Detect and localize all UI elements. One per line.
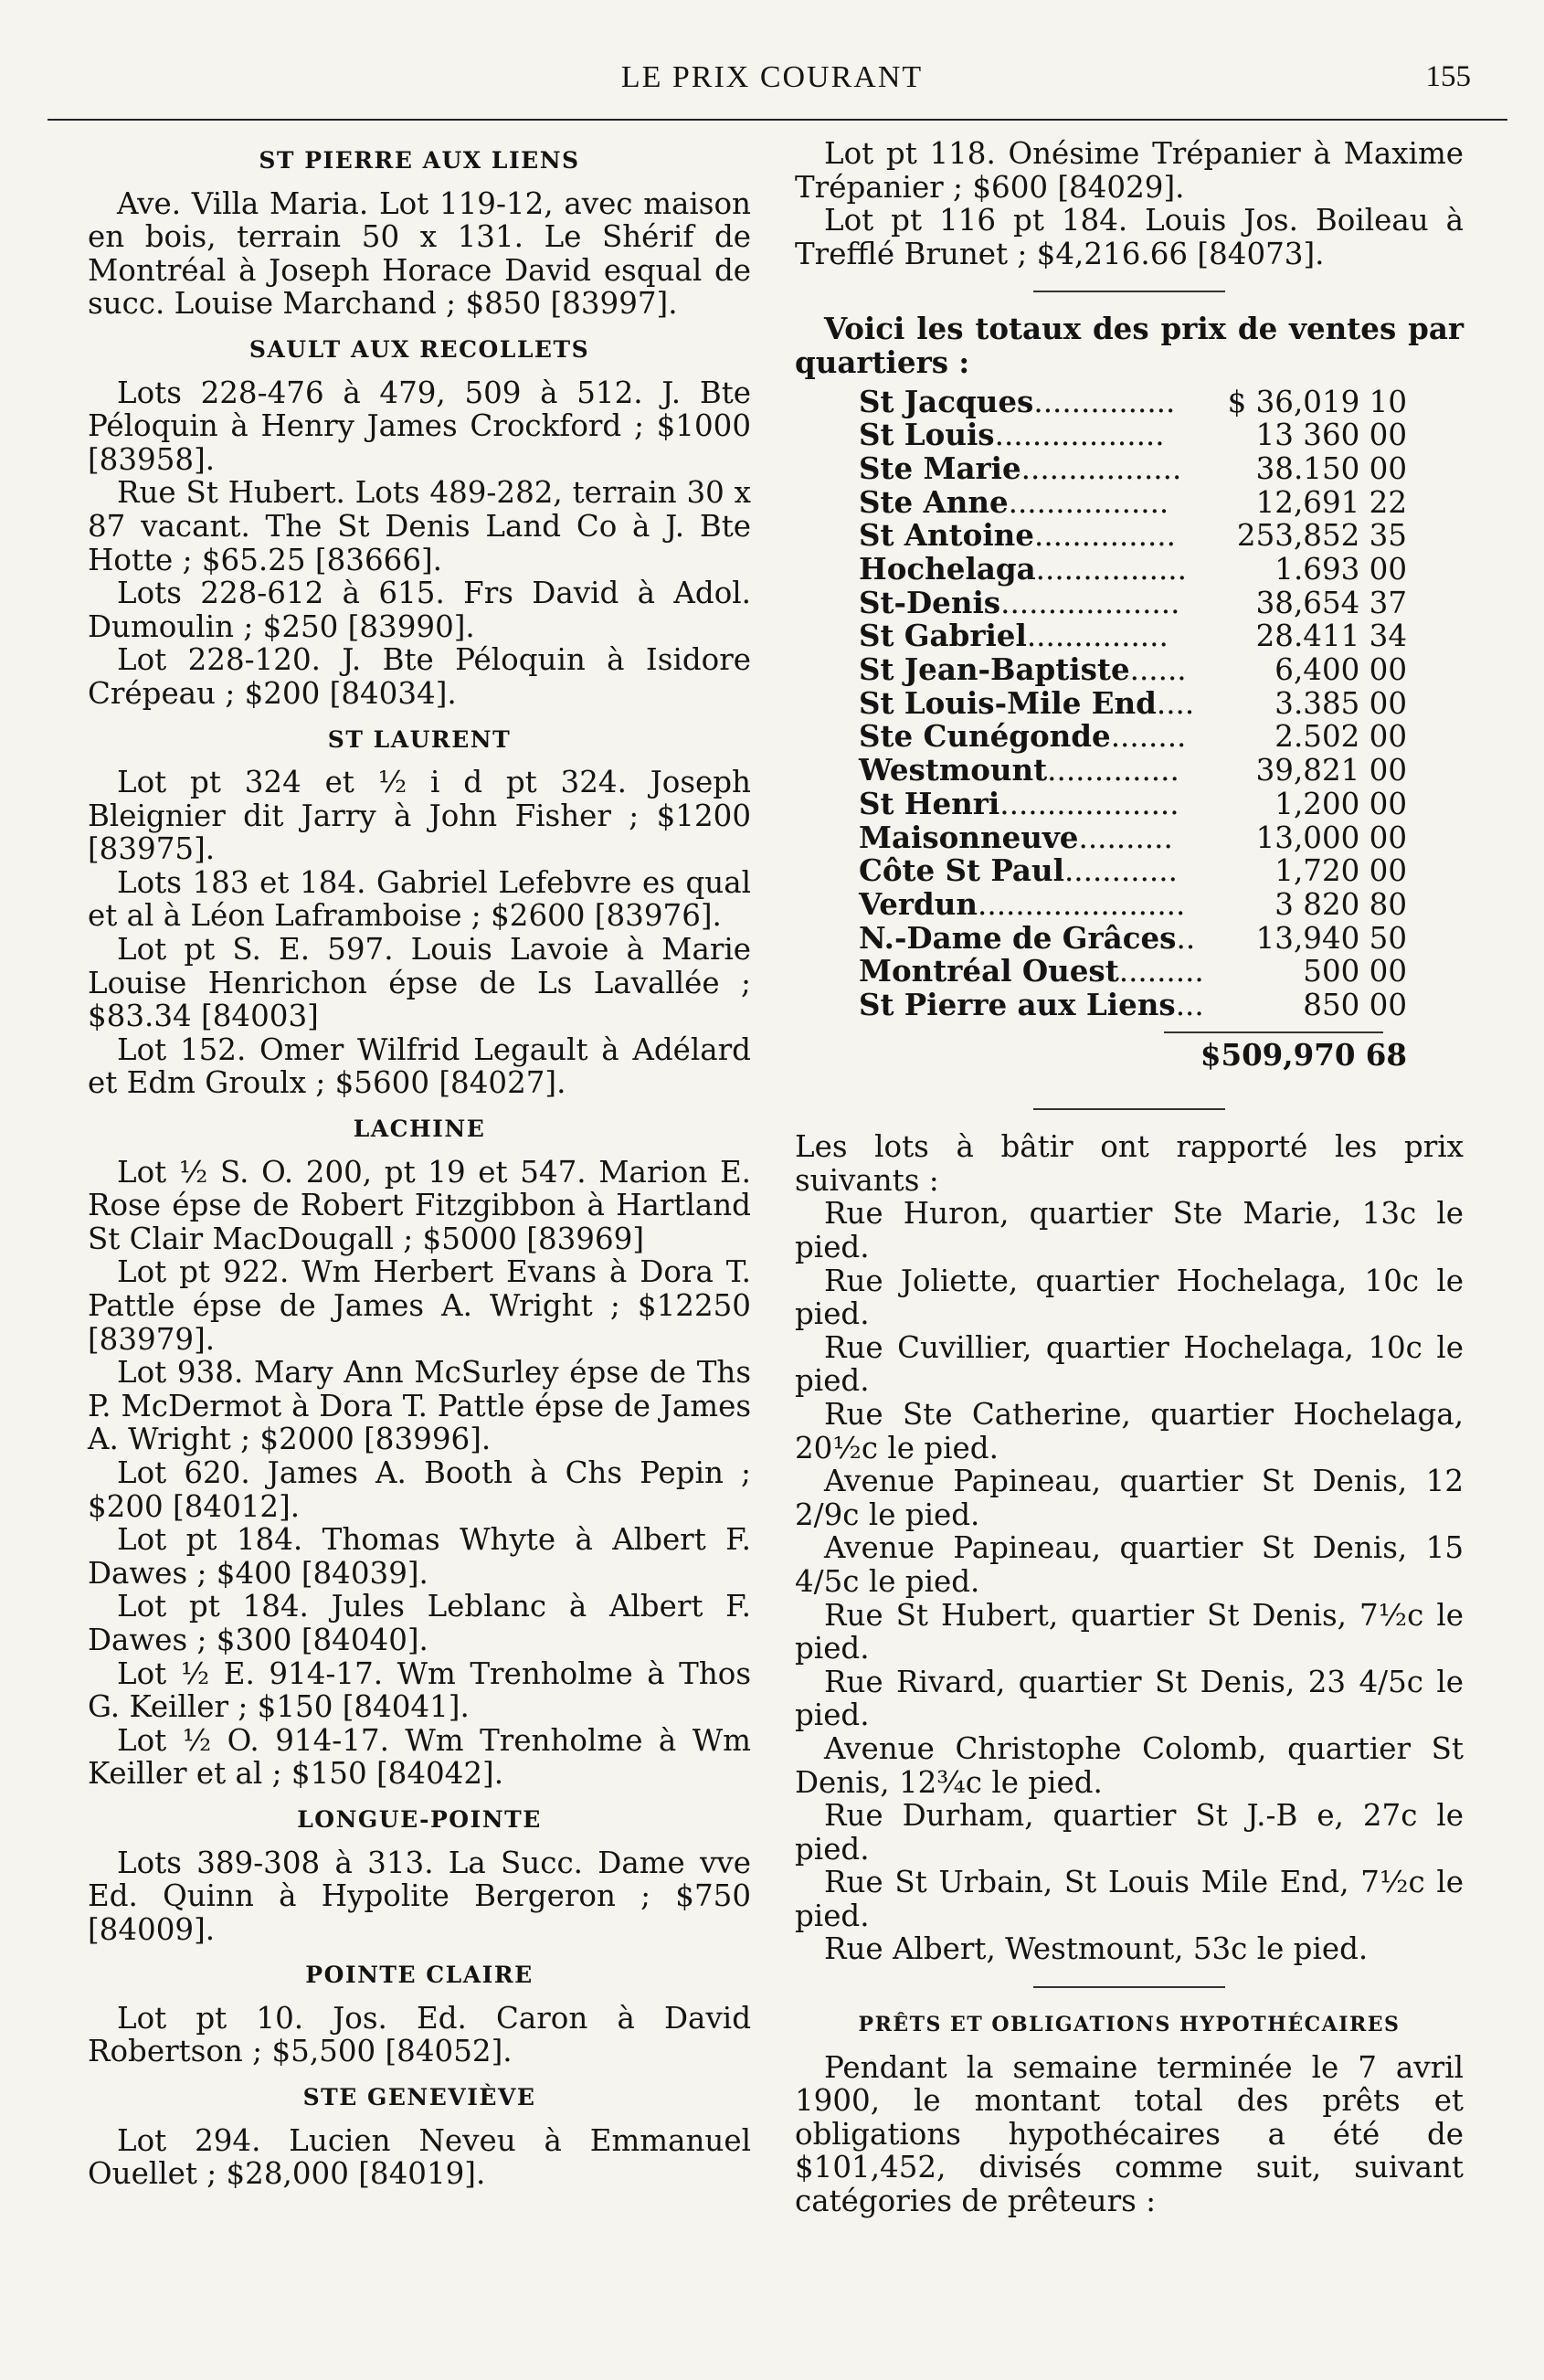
totals-row <box>859 653 1407 687</box>
quarter-total: 38.150 00 <box>1255 450 1407 486</box>
lot-price-entry: Rue Rivard, quartier St Denis, 23 4/5c le pied. <box>795 1664 1464 1733</box>
leader-dots: ................... <box>1000 586 1180 620</box>
quarter-name: Maisonneuve <box>859 819 1079 855</box>
loans-heading: PRÊTS ET OBLIGATIONS HYPOTHÉCAIRES <box>858 2013 1401 2037</box>
left-column <box>88 137 751 2191</box>
publication-title: LE PRIX COURANT <box>620 60 924 94</box>
quarter-name: St Jean-Baptiste <box>859 651 1130 688</box>
section-heading: LACHINE <box>353 1116 486 1143</box>
lot-price-entry: Avenue Papineau, quartier St Denis, 15 4/5c le pied. <box>795 1530 1464 1599</box>
leader-dots: ................. <box>1021 451 1182 486</box>
lot-price-entry: Rue Joliette, quartier Hochelaga, 10c le pied. <box>795 1263 1464 1332</box>
quarter-name: St Gabriel <box>859 618 1027 654</box>
section-heading: POINTE CLAIRE <box>305 1962 534 1989</box>
totals-row <box>859 383 1407 419</box>
totals-row <box>859 619 1407 653</box>
totals-row <box>859 483 1407 520</box>
quarter-total: 500 00 <box>1303 954 1407 989</box>
lot-price-entry: Rue Durham, quartier St J.-B e, 27c le pied. <box>795 1798 1464 1867</box>
section-heading: ST LAURENT <box>327 725 512 753</box>
right-column <box>795 137 1464 2218</box>
page-number: 155 <box>1425 60 1471 93</box>
totals-row <box>859 885 1407 922</box>
sale-entry: Lot pt 922. Wm Herbert Evans à Dora T. Pattle épse de James A. Wright ; $12250 [83979]. <box>88 1254 751 1357</box>
leader-dots: .... <box>1156 686 1195 721</box>
sale-entry: Lots 183 et 184. Gabriel Lefebvre es qual et al à Léon Laframboise ; $2600 [83976]. <box>88 864 751 934</box>
sale-entry: Lot ½ E. 914-17. Wm Trenholme à Thos G. Keiller ; $150 [84041]. <box>88 1655 751 1725</box>
quarter-total: 39,821 00 <box>1255 753 1407 788</box>
lots-intro: Les lots à bâtir ont rapporté les prix suivants : <box>795 1129 1464 1198</box>
quarter-total: 13,940 50 <box>1255 920 1407 956</box>
quarter-name: N.-Dame de Grâces <box>859 919 1177 956</box>
quarter-name: St Louis-Mile End <box>859 684 1157 721</box>
quarter-name: Côte St Paul <box>859 852 1064 889</box>
lot-price-entry: Rue Ste Catherine, quartier Hochelaga, 20½c le pied. <box>795 1396 1464 1465</box>
quarter-name: St-Denis <box>859 584 1001 620</box>
leader-dots: ... <box>1175 988 1204 1022</box>
leader-dots: ............... <box>1033 385 1176 419</box>
sale-entry: Lots 228-612 à 615. Frs David à Adol. Dumoulin ; $250 [83990]. <box>88 576 751 644</box>
leader-dots: ............... <box>1034 519 1176 553</box>
loans-paragraph: Pendant la semaine terminée le 7 avril 1900, le montant total des prêts et obligations hypothécaires a été de $101,452, divisés comme suit, suivant catégories de prêteurs : <box>795 2049 1464 2219</box>
quarter-name: Westmount <box>859 752 1048 788</box>
sale-entry: Lot ½ S. O. 200, pt 19 et 547. Marion E. Rose épse de Robert Fitzgibbon à Hartland St Clair MacDougall ; $5000 [83969] <box>88 1154 751 1256</box>
leader-dots: ........ <box>1110 720 1187 755</box>
quarter-name: Verdun <box>859 885 978 922</box>
quarter-name: St Jacques <box>859 383 1034 419</box>
sale-entry: Lot pt 184. Thomas Whyte à Albert F. Dawes ; $400 [84039]. <box>88 1522 751 1591</box>
quarter-total: 6,400 00 <box>1274 652 1407 688</box>
lot-price-entry: Avenue Papineau, quartier St Denis, 12 2/9c le pied. <box>795 1464 1464 1532</box>
quarter-total: 13,000 00 <box>1255 820 1407 855</box>
quarter-name: Hochelaga <box>859 551 1036 587</box>
totals-row <box>859 754 1407 788</box>
quarter-name: St Louis <box>859 417 995 453</box>
quarter-name: St Henri <box>859 785 1000 821</box>
leader-dots: ................. <box>1008 485 1169 520</box>
sale-entry: Lot pt 10. Jos. Ed. Caron à David Robertson ; $5,500 [84052]. <box>88 2000 751 2069</box>
quarter-name: Ste Marie <box>859 450 1021 486</box>
totals-table <box>859 383 1407 1022</box>
totals-row <box>859 584 1407 620</box>
quarter-name: Ste Cunégonde <box>859 718 1111 755</box>
section-heading: LONGUE-POINTE <box>297 1805 542 1833</box>
leader-dots: .................. <box>994 418 1165 452</box>
sale-entry: Lot 294. Lucien Neveu à Emmanuel Ouellet ; $28,000 [84019]. <box>88 2122 751 2192</box>
grand-total: $509,970 68 <box>1200 1036 1407 1073</box>
quarter-total: 253,852 35 <box>1236 518 1407 554</box>
sale-entry: Ave. Villa Maria. Lot 119-12, avec maison en bois, terrain 50 x 131. Le Shérif de Montréal à Joseph Horace David esqual de succ. Louise Marchand ; $850 [83997]. <box>88 185 751 322</box>
leader-dots: ............... <box>1026 619 1169 654</box>
totals-row <box>859 684 1407 721</box>
sale-entry: Lot pt 118. Onésime Trépanier à Maxime Trépanier ; $600 [84029]. <box>795 136 1464 205</box>
leader-dots: ................ <box>1035 553 1187 587</box>
totals-row <box>859 553 1407 587</box>
quarter-total: 3.385 00 <box>1274 685 1407 721</box>
quarter-total: 1.693 00 <box>1274 552 1407 587</box>
quarter-total: 850 00 <box>1303 987 1407 1022</box>
total-rule <box>1164 1031 1383 1033</box>
running-head <box>55 60 1489 104</box>
totals-row <box>859 919 1407 956</box>
section-heading: STE GENEVIÈVE <box>302 2084 536 2111</box>
totals-row <box>859 854 1407 888</box>
section-divider <box>1033 1108 1225 1110</box>
lot-price-entry: Rue St Urbain, St Louis Mile End, 7½c le pied. <box>795 1865 1464 1933</box>
totals-row <box>859 986 1407 1022</box>
sale-entry: Lot ½ O. 914-17. Wm Trenholme à Wm Keiller et al ; $150 [84042]. <box>88 1722 751 1792</box>
section-heading: SAULT AUX RECOLLETS <box>249 335 590 363</box>
totals-row <box>859 955 1407 989</box>
quarter-name: Montréal Ouest <box>859 953 1119 989</box>
lot-price-entry: Rue Cuvillier, quartier Hochelaga, 10c le pied. <box>795 1329 1464 1399</box>
leader-dots: ...... <box>1129 653 1187 687</box>
quarter-total: 28.411 34 <box>1255 619 1407 654</box>
lots-list <box>795 1197 1464 1966</box>
lot-price-entry: Avenue Christophe Colomb, quartier St Denis, 12¾c le pied. <box>795 1730 1464 1800</box>
leader-dots: ...................... <box>978 887 1186 922</box>
quarter-name: St Pierre aux Liens <box>859 986 1176 1022</box>
sale-entry: Lots 389-308 à 313. La Succ. Dame vve Ed. Quinn à Hypolite Bergeron ; $750 [84009]. <box>88 1845 751 1947</box>
lot-price-entry: Rue Huron, quartier Ste Marie, 13c le pied. <box>795 1196 1464 1264</box>
section-divider <box>1033 291 1225 292</box>
totals-row <box>859 821 1407 855</box>
totals-row <box>859 785 1407 821</box>
quarter-total: 2.502 00 <box>1274 719 1407 755</box>
section-heading: ST PIERRE AUX LIENS <box>259 147 580 174</box>
sale-entry: Lot pt 324 et ½ i d pt 324. Joseph Bleignier dit Jarry à John Fisher ; $1200 [83975]. <box>88 765 751 867</box>
sale-entry: Lot 152. Omer Wilfrid Legault à Adélard et Edm Groulx ; $5600 [84027]. <box>88 1031 751 1101</box>
leader-dots: .......... <box>1078 820 1173 855</box>
sale-entry: Lot 938. Mary Ann McSurley épse de Ths P. McDermot à Dora T. Pattle épse de James A. Wright ; $2000 [83996]. <box>88 1355 751 1457</box>
totals-intro: Voici les totaux des prix de ventes par quartiers : <box>795 311 1464 380</box>
section-divider <box>1033 1986 1225 1988</box>
totals-row <box>859 418 1407 452</box>
quarter-total: $ 36,019 10 <box>1227 384 1407 419</box>
quarter-total: 3 820 80 <box>1274 886 1407 922</box>
sale-entry: Lot 620. James A. Booth à Chs Pepin ; $200 [84012]. <box>88 1454 751 1524</box>
totals-row <box>859 519 1407 553</box>
quarter-total: 1,720 00 <box>1274 853 1407 889</box>
quarter-total: 13 360 00 <box>1255 418 1407 453</box>
lot-price-entry: Rue St Hubert, quartier St Denis, 7½c le pied. <box>795 1597 1464 1666</box>
leader-dots: ............ <box>1063 854 1178 888</box>
sale-entry: Lot pt 184. Jules Leblanc à Albert F. Dawes ; $300 [84040]. <box>88 1589 751 1657</box>
leader-dots: ......... <box>1118 955 1204 989</box>
leader-dots: .. <box>1176 921 1196 956</box>
quarter-name: St Antoine <box>859 517 1034 554</box>
quarter-total: 38,654 37 <box>1255 585 1407 620</box>
header-rule <box>48 119 1507 121</box>
sale-entry: Lots 228-476 à 479, 509 à 512. J. Bte Péloquin à Henry James Crockford ; $1000 [83958]. <box>88 375 751 477</box>
quarter-name: Ste Anne <box>859 483 1009 520</box>
sale-entry: Lot 228-120. J. Bte Péloquin à Isidore Crépeau ; $200 [84034]. <box>88 642 751 711</box>
quarter-total: 1,200 00 <box>1274 786 1407 821</box>
leader-dots: ................... <box>999 787 1179 821</box>
lot-price-entry: Rue Albert, Westmount, 53c le pied. <box>824 1931 1369 1967</box>
sale-entry: Lot pt S. E. 597. Louis Lavoie à Marie Louise Henrichon épse de Ls Lavallée ; $83.34 [84003] <box>88 932 751 1034</box>
sale-entry: Lot pt 116 pt 184. Louis Jos. Boileau à Trefflé Brunet ; $4,216.66 [84073]. <box>795 203 1464 271</box>
quarter-total: 12,691 22 <box>1255 484 1407 520</box>
totals-row <box>859 720 1407 754</box>
leader-dots: .............. <box>1047 754 1179 788</box>
sale-entry: Rue St Hubert. Lots 489-282, terrain 30 x 87 vacant. The St Denis Land Co à J. Bte Hotte ; $65.25 [83666]. <box>88 475 751 577</box>
totals-row <box>859 452 1407 486</box>
